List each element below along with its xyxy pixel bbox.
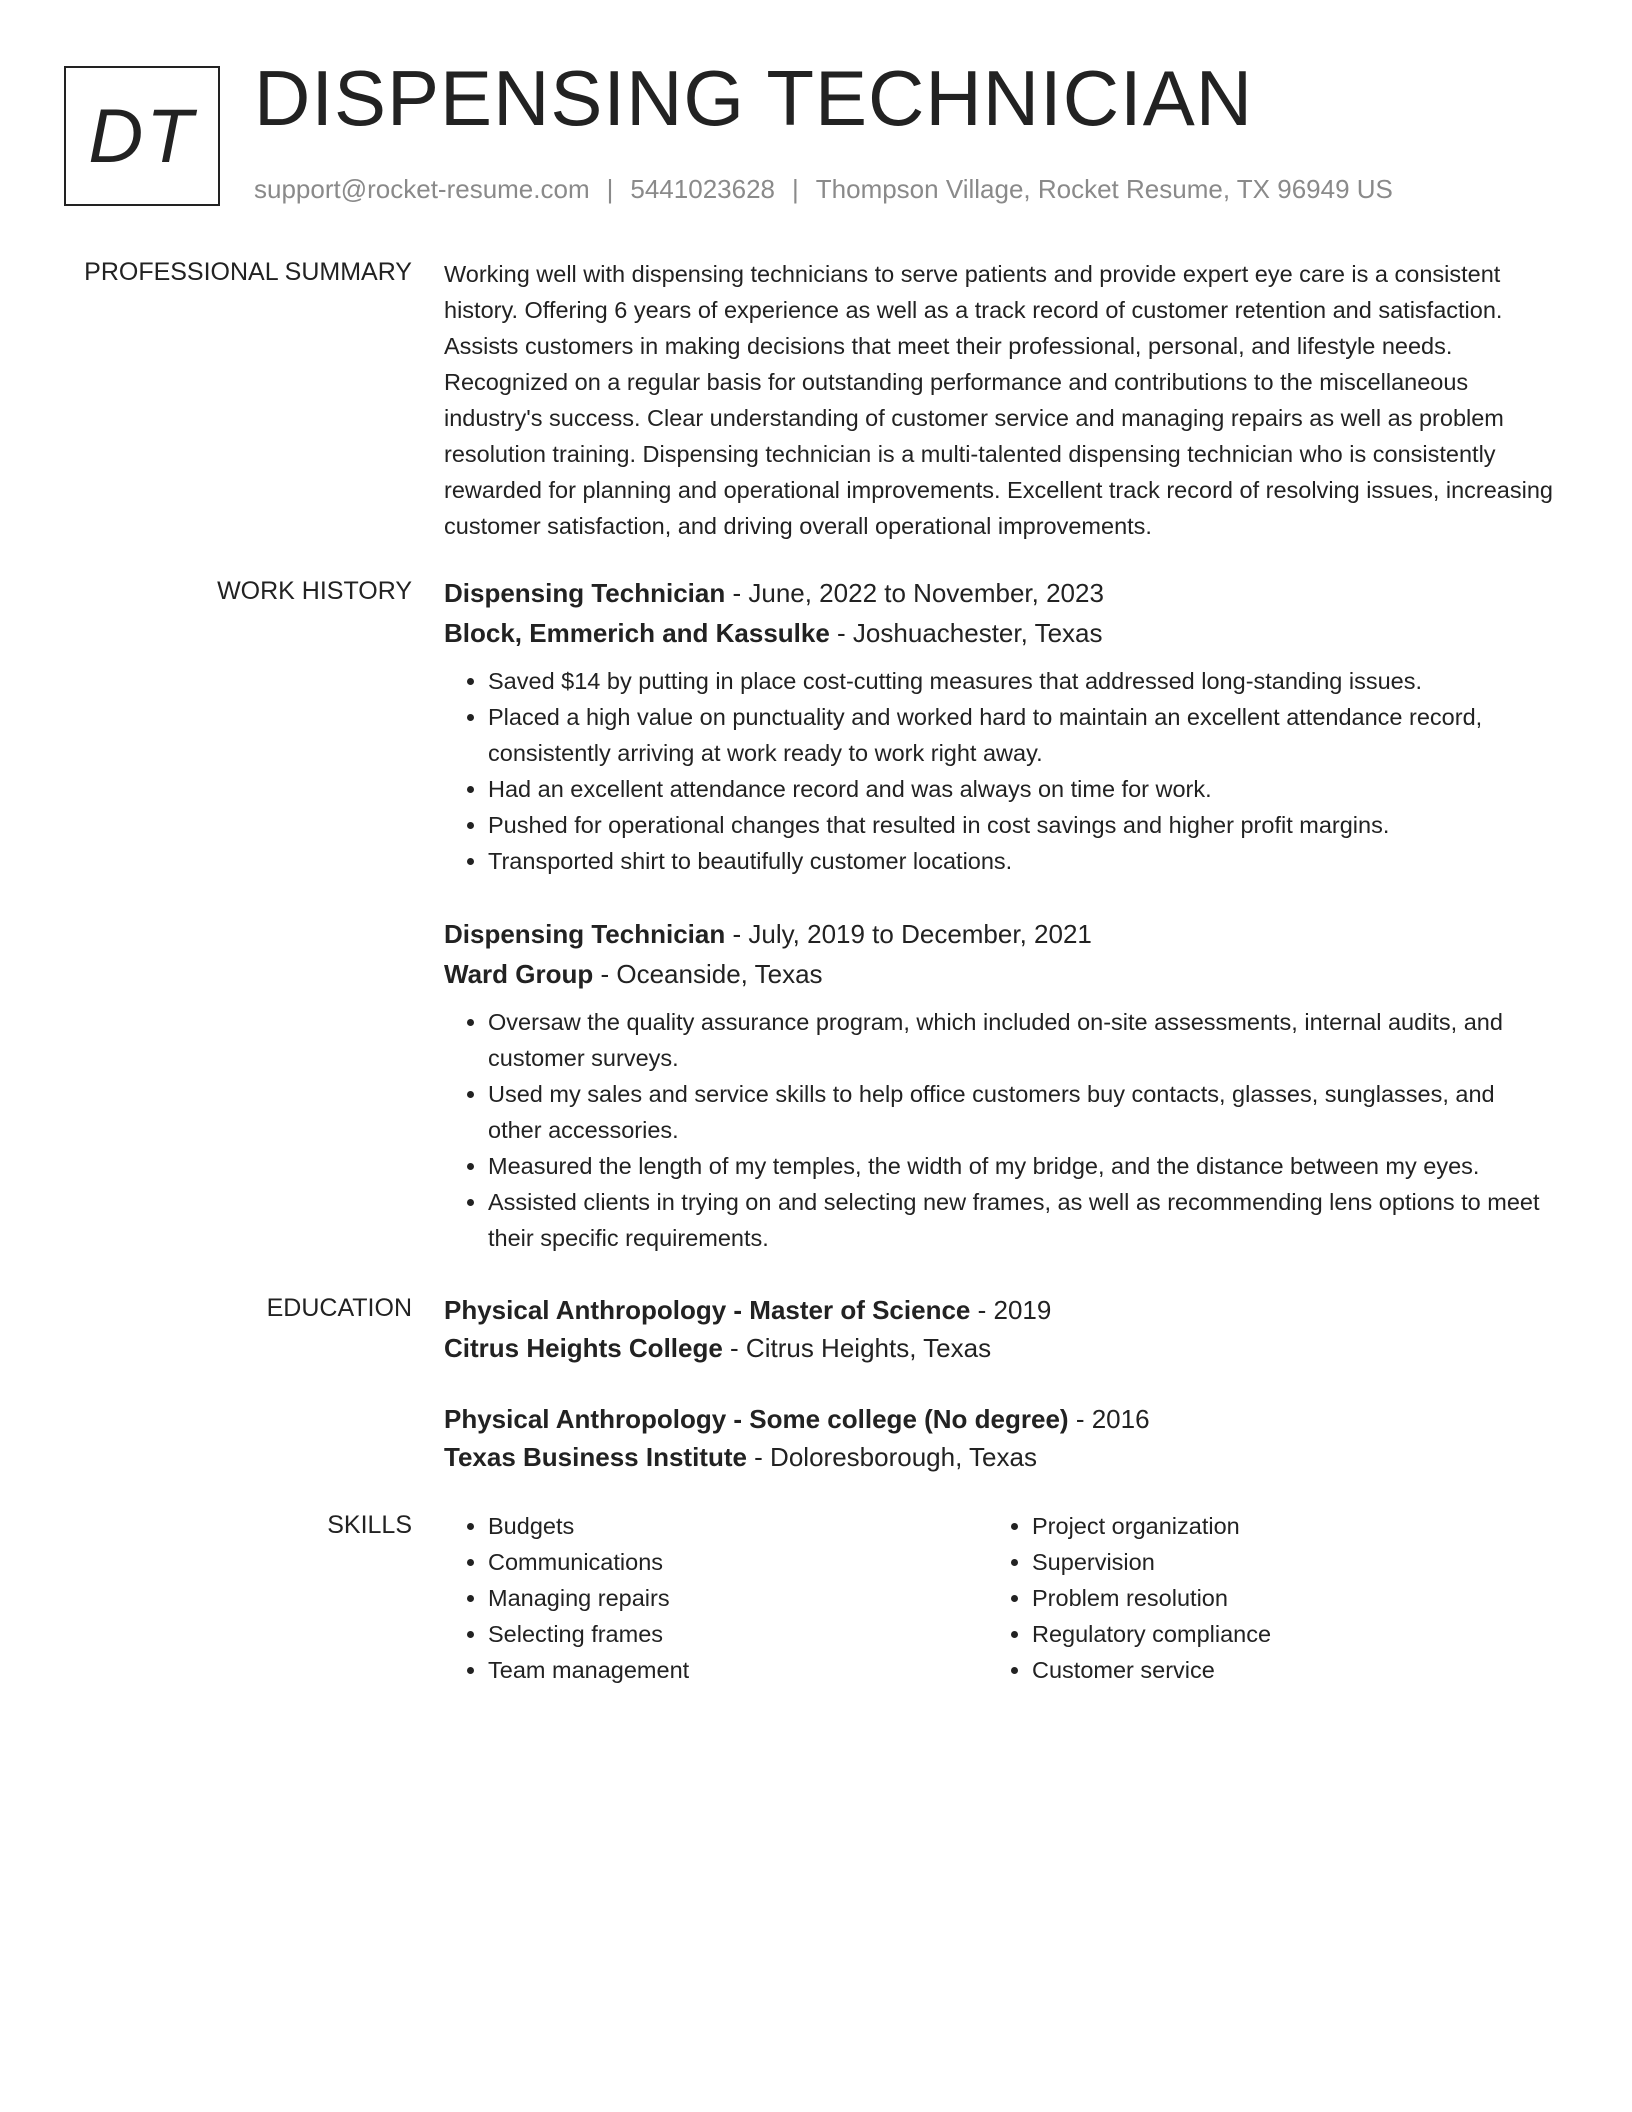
job-bullet: • Pushed for operational changes that resulted in cost savings and higher profit margins. — [488, 807, 1554, 843]
skill-item: • Selecting frames — [488, 1616, 988, 1652]
resume-title: DISPENSING TECHNICIAN — [254, 54, 1254, 142]
job-location: - Joshuachester, Texas — [829, 618, 1103, 648]
monogram-initials: DT — [88, 93, 196, 179]
job-bullet: • Assisted clients in trying on and selecting new frames, as well as recommending lens options to meet their specific requirements. — [488, 1184, 1554, 1256]
contact-separator: | — [792, 174, 799, 204]
education-year: - 2019 — [970, 1295, 1052, 1325]
skills-column — [988, 1508, 1532, 1688]
education-school: Citrus Heights College — [444, 1333, 723, 1363]
section-label-work-history: WORK HISTORY — [217, 577, 412, 605]
job-bullets — [444, 1004, 1554, 1256]
job-bullet: • Saved $14 by putting in place cost-cutting measures that addressed long-standing issues. — [488, 663, 1554, 699]
job-title-line — [444, 914, 1554, 954]
job-company-line — [444, 954, 1554, 994]
job-bullet: • Transported shirt to beautifully customer locations. — [488, 843, 1554, 879]
education-year: - 2016 — [1068, 1404, 1150, 1434]
education-degree-line — [444, 1291, 1554, 1329]
skill-item: • Supervision — [1032, 1544, 1532, 1580]
education-degree-line — [444, 1400, 1554, 1438]
skill-item: • Budgets — [488, 1508, 988, 1544]
job-title-line — [444, 573, 1554, 613]
summary-section — [444, 256, 1554, 544]
job-bullet: • Measured the length of my temples, the width of my bridge, and the distance between my eyes. — [488, 1148, 1554, 1184]
skills-columns — [444, 1508, 1554, 1688]
section-label-summary: PROFESSIONAL SUMMARY — [84, 258, 412, 286]
job-dates: - June, 2022 to November, 2023 — [725, 578, 1104, 608]
monogram-badge — [64, 66, 220, 206]
job-company: Ward Group — [444, 959, 594, 989]
job-entry — [444, 573, 1554, 879]
job-title: Dispensing Technician — [444, 919, 726, 949]
skills-column — [444, 1508, 988, 1688]
job-bullet: • Placed a high value on punctuality and worked hard to maintain an excellent attendance record, consistently arriving at work ready to work right away. — [488, 699, 1554, 771]
job-bullet: • Used my sales and service skills to help office customers buy contacts, glasses, sunglasses, and other accessories. — [488, 1076, 1554, 1148]
education-location: - Doloresborough, Texas — [746, 1442, 1037, 1472]
education-school-line — [444, 1329, 1554, 1367]
job-entry — [444, 914, 1554, 1256]
education-location: - Citrus Heights, Texas — [722, 1333, 992, 1363]
skills-section — [444, 1508, 1554, 1688]
job-bullet: • Oversaw the quality assurance program, which included on-site assessments, internal audits, and customer surveys. — [488, 1004, 1554, 1076]
contact-phone[interactable]: 5441023628 — [630, 174, 775, 204]
skill-item: • Customer service — [1032, 1652, 1532, 1688]
skill-item: • Communications — [488, 1544, 988, 1580]
skill-item: • Team management — [488, 1652, 988, 1688]
job-bullets — [444, 663, 1554, 879]
education-degree: Physical Anthropology - Some college (No degree) — [444, 1404, 1069, 1434]
section-label-skills: SKILLS — [327, 1511, 412, 1539]
skill-item: • Project organization — [1032, 1508, 1532, 1544]
education-school: Texas Business Institute — [444, 1442, 747, 1472]
job-company: Block, Emmerich and Kassulke — [444, 618, 830, 648]
job-dates: - July, 2019 to December, 2021 — [725, 919, 1092, 949]
job-bullet: • Had an excellent attendance record and was always on time for work. — [488, 771, 1554, 807]
contact-address: Thompson Village, Rocket Resume, TX 96949 US — [815, 174, 1393, 204]
skill-item: • Managing repairs — [488, 1580, 988, 1616]
education-school-line — [444, 1438, 1554, 1476]
job-location: - Oceanside, Texas — [593, 959, 823, 989]
skill-item: • Problem resolution — [1032, 1580, 1532, 1616]
education-entry — [444, 1400, 1554, 1476]
section-label-education: EDUCATION — [266, 1294, 412, 1322]
education-degree: Physical Anthropology - Master of Science — [444, 1295, 971, 1325]
contact-separator: | — [606, 174, 614, 204]
education-entry — [444, 1291, 1554, 1367]
summary-text: Working well with dispensing technicians to serve patients and provide expert eye care is a consistent history. Offering 6 years of experience as well as a track record of customer retention and satisfaction. Assists customers in making decisions that meet their professional, personal, and lifestyle needs. Recognized on a regular basis for outstanding performance and contributions to the miscellaneous industry's success. Clear understanding of customer service and managing repairs as well as problem resolution training. Dispensing technician is a multi-talented dispensing technician who is consistently rewarded for planning and operational improvements. Excellent track record of resolving issues, increasing customer satisfaction, and driving overall operational improvements. — [444, 261, 1553, 539]
job-title: Dispensing Technician — [444, 578, 726, 608]
contact-email[interactable]: support@rocket-resume.com — [254, 174, 590, 204]
contact-line — [254, 174, 1393, 205]
job-company-line — [444, 613, 1554, 653]
skill-item: • Regulatory compliance — [1032, 1616, 1532, 1652]
